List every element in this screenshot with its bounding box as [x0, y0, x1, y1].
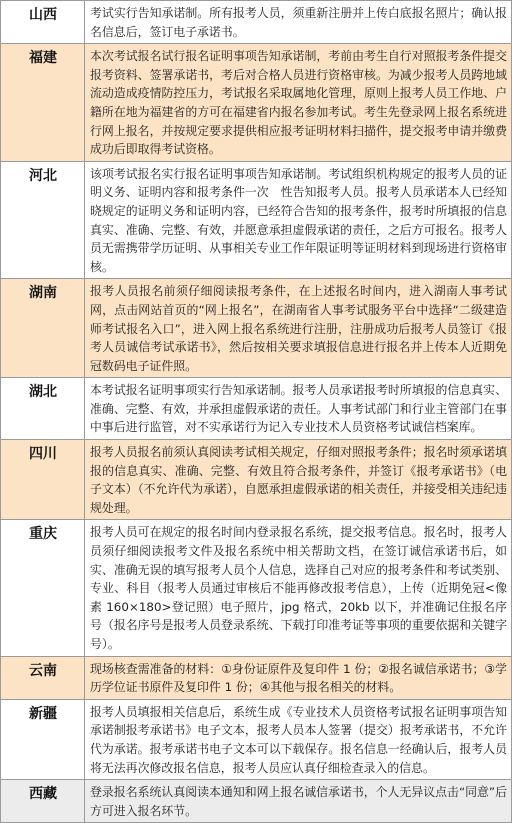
province-name: 四川 — [1, 440, 85, 520]
region-row-hebei — [1, 161, 512, 279]
province-name: 福建 — [1, 44, 85, 162]
province-name: 重庆 — [1, 520, 85, 656]
province-description: 现场核查需准备的材料：①身份证原件及复印件 1 份；②报名诚信承诺书；③学历学位证书原件及复印件 1 份；④其他与报名相关的材料。 — [85, 656, 512, 699]
province-name: 云南 — [1, 656, 85, 699]
region-row-hubei — [1, 378, 512, 440]
province-name: 湖南 — [1, 279, 85, 378]
province-description: 本考试报名证明事项实行告知承诺制。报考人员承诺报考时所填报的信息真实、准确、完整、有效，并承担虚假承诺的责任。人事考试部门和行业主管部门在事中事后进行监管，对不实承诺行为记入专业技术人员资格考试诚信档案库。 — [85, 378, 512, 440]
province-description: 登录报名系统认真阅读本通知和网上报名诚信承诺书，个人无异议点击“同意”后方可进入报名环节。 — [85, 780, 512, 823]
province-description: 该项考试报名实行报名证明事项告知承诺制。考试组织机构规定的报考人员的证明义务、证明内容和报考条件一次 性告知报考人员。报考人员承诺本人已经知晓规定的证明义务和证明内容，已经符合告知的报考条件，报考时所填报的信息真实、准确、完整、有效，并愿意承担虚假承诺的责任，之后方可报名。报考人员无需携带学历证明、从事相关专业工作年限证明等证明材料到现场进行资格审核。 — [85, 161, 512, 279]
region-row-xizang — [1, 780, 512, 823]
province-name: 山西 — [1, 1, 85, 44]
province-description: 考试实行告知承诺制。所有报考人员，须重新注册并上传白底报名照片；确认报名信息后，签订电子承诺书。 — [85, 1, 512, 44]
province-name: 河北 — [1, 161, 85, 279]
region-row-hunan — [1, 279, 512, 378]
region-row-shanxi — [1, 1, 512, 44]
province-name: 西藏 — [1, 780, 85, 823]
province-description: 报考人员报名前须认真阅读考试相关规定，仔细对照报考条件；报名时须承诺填报的信息真实、准确、完整、有效且符合报考条件，并签订《报考承诺书》（电子文本）（不允许代为承诺），自愿承担虚假承诺的相关责任，并接受相关违纪违规处理。 — [85, 440, 512, 520]
province-description: 本次考试报名试行报名证明事项告知承诺制，考前由考生自行对照报考条件提交报考资料、签署承诺书，考后对合格人员进行资格审核。为减少报考人员跨地域流动造成疫情防控压力，考试报名采取属地化管理，原则上报考人员工作地、户籍所在地为福建省的方可在福建省内报名参加考试。考生先登录网上报名系统进行网上报名，并按规定要求提供相应报考证明材料扫描件，提交报考申请并缴费成功后即取得考试资格。 — [85, 44, 512, 162]
province-name: 新疆 — [1, 699, 85, 779]
province-name: 湖北 — [1, 378, 85, 440]
region-row-sichuan — [1, 440, 512, 520]
province-description: 报考人员可在规定的报名时间内登录报名系统，提交报考信息。报名时，报考人员须仔细阅读报考文件及报名系统中相关帮助文档，在签订诚信承诺书后，如实、准确无误的填写报考人员个人信息，选择自己对应的报考条件和考试类别、专业、科目（报考人员通过审核后不能再修改报考信息），上传（近期免冠<像素 160×180>登记照）电子照片，jpg 格式，20kb 以下，并准确记住报名序号（报名序号是报考人员登录系统、下载打印准考证等事项的重要依据和关键字号）。 — [85, 520, 512, 656]
region-row-yunnan — [1, 656, 512, 699]
region-row-xinjiang — [1, 699, 512, 779]
province-description: 报考人员报名前须仔细阅读报考条件，在上述报名时间内，进入湖南人事考试网，点击网站首页的“网上报名”，在湖南省人事考试服务平台中选择“二级建造师考试报名入口”，进入网上报名系统进行注册，注册成功后报考人员签订《报考人员诚信考试承诺书》，然后按相关要求填报信息进行报名并上传本人近期免冠数码电子证件照。 — [85, 279, 512, 378]
region-row-chongqing — [1, 520, 512, 656]
province-description: 报考人员填报相关信息后，系统生成《专业技术人员资格考试报名证明事项告知承诺制报考承诺书》电子文本，报考人员本人签署（提交）报考承诺书，不允许代为承诺。报考承诺书电子文本可以下载保存。报名信息一经确认后，报考人员将无法再次修改报名信息，报考人员应认真仔细检查录入的信息。 — [85, 699, 512, 779]
region-row-fujian — [1, 44, 512, 162]
